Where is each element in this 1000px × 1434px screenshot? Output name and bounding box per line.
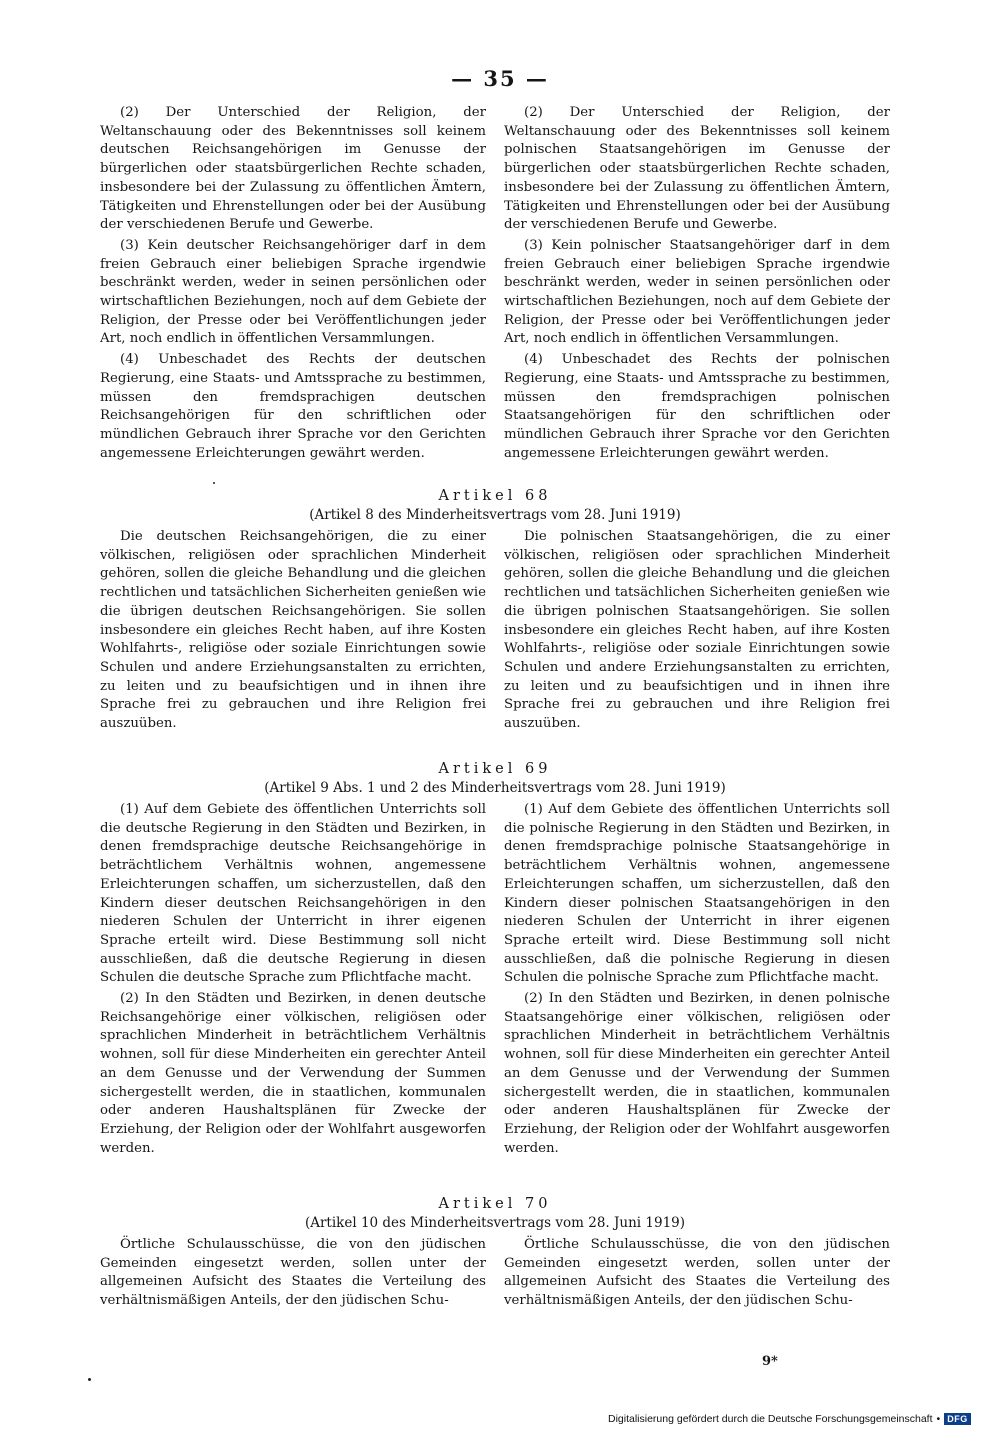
polish-column xyxy=(504,104,890,465)
paragraph: (4) Unbeschadet des Rechts der polnischen Regierung, eine Staats- und Amtssprache zu bestimmen, müssen den fremdsprachigen polnischen Staatsangehörigen für den schriftlichen oder mündlichen Gebrauch ihrer Sprache vor den Gerichten angemessene Erleichterungen gewährt werden. xyxy=(504,352,890,461)
polish-column xyxy=(504,528,890,736)
paragraph: (3) Kein polnischer Staatsangehöriger darf in dem freien Gebrauch einer beliebigen Sprache irgendwie beschränkt werden, weder in seinen persönlichen oder wirtschaftlichen Beziehungen, noch auf dem Gebiete der Religion, der Presse oder bei Veröffentlichungen jeder Art, noch endlich in öffentlichen Versammlungen. xyxy=(504,237,890,347)
article-title: Artikel 68 xyxy=(438,488,552,504)
dfg-logo: DFG xyxy=(944,1413,971,1425)
paragraph: (1) Auf dem Gebiete des öffentlichen Unterrichts soll die deutsche Regierung in den Städten und Bezirken, in denen fremdsprachige deutsche Reichsangehörige in beträchtlichem Verhältnis wohnen, angemessene Erleichterungen schaffen, um sicherzustellen, daß den Kindern dieser deutschen Reichsangehörigen in den niederen Schulen der Unterricht in ihrer eigenen Sprache erteilt wird. Diese Bestimmung soll nicht ausschließen, daß die deutsche Regierung in diesen Schulen die deutsche Sprache zum Pflichtfache macht. xyxy=(100,802,486,986)
paragraph: Örtliche Schulausschüsse, die von den jüdischen Gemeinden eingesetzt werden, sollen unter der allgemeinen Aufsicht des Staates die Verteilung des verhältnismäßigen Anteils, der den jüdischen Schu- xyxy=(504,1237,890,1309)
article-title: Artikel 70 xyxy=(438,1196,552,1212)
german-column xyxy=(100,528,486,736)
article-subtitle: (Artikel 8 des Minderheitsvertrags vom 28. Juni 1919) xyxy=(309,507,681,523)
speck-dot-icon xyxy=(88,1378,91,1381)
paragraph: Die deutschen Reichsangehörigen, die zu einer völkischen, religiösen oder sprachlichen Minderheit gehören, sollen die gleiche Behandlung und die gleichen rechtlichen und tatsächlichen Sicherheiten genießen wie die übrigen deutschen Reichsangehörigen. Sie sollen insbesondere ein gleiches Recht haben, auf ihre Kosten Wohlfahrts-, religiöse oder soziale Einrichtungen sowie Schulen und andere Erziehungsanstalten zu errichten, zu leiten und zu beaufsichtigen und in ihnen ihre Sprache frei zu gebrauchen und ihre Religion frei auszuüben. xyxy=(100,529,486,732)
page-number: — 35 — xyxy=(451,66,549,91)
paragraph: (4) Unbeschadet des Rechts der deutschen Regierung, eine Staats- und Amtssprache zu bestimmen, müssen den fremdsprachigen deutschen Reichsangehörigen für den schriftlichen oder mündlichen Gebrauch ihrer Sprache vor den Gerichten angemessene Erleichterungen gewährt werden. xyxy=(100,352,486,461)
polish-column xyxy=(504,801,890,1160)
section-continuation xyxy=(100,104,890,465)
paragraph: (2) In den Städten und Bezirken, in denen polnische Staatsangehörige einer völkischen, religiösen oder sprachlichen Minderheit in beträchtlichem Verhältnis wohnen, soll für diese Minderheiten ein gerechter Anteil an dem Genusse und der Verwendung der Summen sichergestellt werden, die in staatlichen, kommunalen oder anderen Haushaltsplänen für Zwecke der Erziehung, der Religion oder der Wohlfahrt ausgeworfen werden. xyxy=(504,991,890,1156)
article-title: Artikel 69 xyxy=(438,761,552,777)
polish-column xyxy=(504,1236,890,1313)
german-column xyxy=(100,801,486,1160)
article-69 xyxy=(100,759,890,1160)
footer-separator-dot-icon: • xyxy=(936,1413,941,1425)
article-70 xyxy=(100,1194,890,1313)
paragraph: (2) In den Städten und Bezirken, in denen deutsche Reichsangehörige einer völkischen, religiösen oder sprachlichen Minderheit in beträchtlichem Verhältnis wohnen, soll für diese Minderheiten ein gerechter Anteil an dem Genusse und der Verwendung der Summen sichergestellt werden, die in staatlichen, kommunalen oder anderen Haushaltsplänen für Zwecke der Erziehung, der Religion oder der Wohlfahrt ausgeworfen werden. xyxy=(100,991,486,1156)
paragraph: (2) Der Unterschied der Religion, der Weltanschauung oder des Bekenntnisses soll keinem polnischen Staatsangehörigen im Genusse der bürgerlichen oder staatsbürgerlichen Rechte schaden, insbesondere bei der Zulassung zu öffentlichen Ämtern, Tätigkeiten und Ehrenstellungen oder bei der Ausübung der verschiedenen Berufe und Gewerbe. xyxy=(504,105,890,233)
digitization-footer xyxy=(608,1413,971,1425)
german-column xyxy=(100,1236,486,1313)
article-subtitle: (Artikel 10 des Minderheitsvertrags vom 28. Juni 1919) xyxy=(304,1215,686,1231)
paragraph: Örtliche Schulausschüsse, die von den jüdischen Gemeinden eingesetzt werden, sollen unter der allgemeinen Aufsicht des Staates die Verteilung des verhältnismäßigen Anteils, der den jüdischen Schu- xyxy=(100,1237,486,1309)
article-subtitle: (Artikel 9 Abs. 1 und 2 des Minderheitsvertrags vom 28. Juni 1919) xyxy=(264,780,726,796)
paragraph: (3) Kein deutscher Reichsangehöriger darf in dem freien Gebrauch einer beliebigen Sprache irgendwie beschränkt werden, weder in seinen persönlichen oder wirtschaftlichen Beziehungen, noch auf dem Gebiete der Religion, der Presse oder bei Veröffentlichungen jeder Art, noch endlich in öffentlichen Versammlungen. xyxy=(100,237,486,347)
article-68 xyxy=(100,486,890,736)
paragraph: Die polnischen Staatsangehörigen, die zu einer völkischen, religiösen oder sprachlichen Minderheit gehören, sollen die gleiche Behandlung und die gleichen rechtlichen und tatsächlichen Sicherheiten genießen wie die übrigen polnischen Staatsangehörigen. Sie sollen insbesondere ein gleiches Recht haben, auf ihre Kosten Wohlfahrts-, religiöse oder soziale Einrichtungen sowie Schulen und andere Erziehungsanstalten zu errichten, zu leiten und zu beaufsichtigen und in ihnen ihre Sprache frei zu gebrauchen und ihre Religion frei auszuüben. xyxy=(504,529,890,732)
german-column xyxy=(100,104,486,465)
paragraph: (2) Der Unterschied der Religion, der Weltanschauung oder des Bekenntnisses soll keinem deutschen Reichsangehörigen im Genusse der bürgerlichen oder staatsbürgerlichen Rechte schaden, insbesondere bei der Zulassung zu öffentlichen Ämtern, Tätigkeiten und Ehrenstellungen oder bei der Ausübung der verschiedenen Berufe und Gewerbe. xyxy=(100,105,486,233)
footer-text: Digitalisierung gefördert durch die Deutsche Forschungsgemeinschaft xyxy=(608,1413,933,1425)
signature-mark: 9* xyxy=(762,1354,778,1369)
speck-dot-icon xyxy=(213,482,215,484)
paragraph: (1) Auf dem Gebiete des öffentlichen Unterrichts soll die polnische Regierung in den Städten und Bezirken, in denen fremdsprachige polnische Staatsangehörige in beträchtlichem Verhältnis wohnen, angemessene Erleichterungen schaffen, um sicherzustellen, daß den Kindern dieser polnischen Staatsangehörigen in den niederen Schulen der Unterricht in ihrer eigenen Sprache erteilt wird. Diese Bestimmung soll nicht ausschließen, daß die polnische Regierung in diesen Schulen die polnische Sprache zum Pflichtfache macht. xyxy=(504,802,890,986)
